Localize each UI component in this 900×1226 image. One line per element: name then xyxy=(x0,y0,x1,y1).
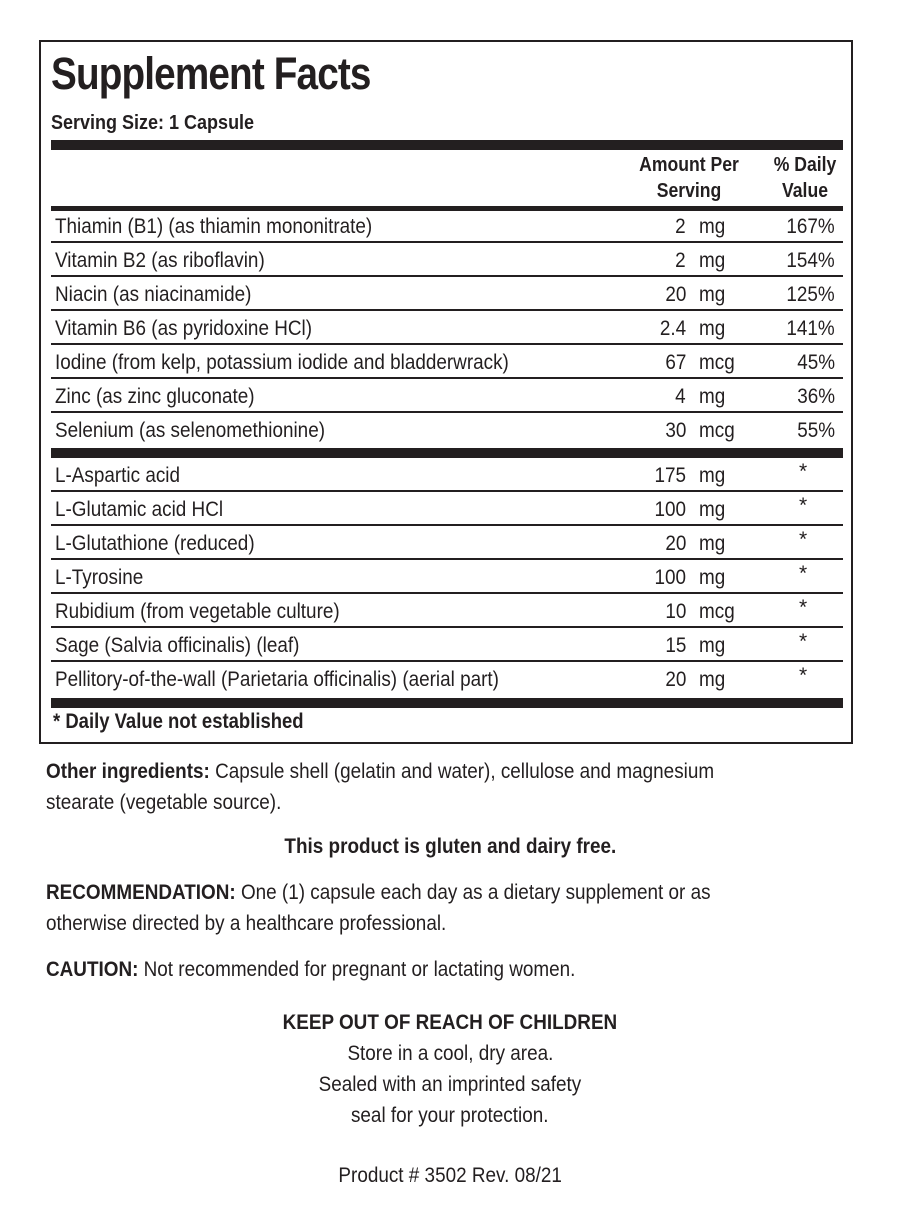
nutrient-unit: mcg xyxy=(699,600,735,623)
nutrient-daily-value: * xyxy=(799,494,808,517)
nutrient-name: Niacin (as niacinamide) xyxy=(55,283,252,306)
nutrient-row xyxy=(51,211,843,243)
row-divider xyxy=(51,241,843,243)
nutrient-name: Sage (Salvia officinalis) (leaf) xyxy=(55,634,300,657)
nutrient-unit: mcg xyxy=(699,419,735,442)
nutrient-row xyxy=(51,460,843,492)
nutrient-name: Vitamin B2 (as riboflavin) xyxy=(55,249,265,272)
row-divider xyxy=(51,411,843,413)
nutrient-amount: 2 xyxy=(675,249,686,272)
panel-title: Supplement Facts xyxy=(51,48,371,99)
recommendation: RECOMMENDATION: One (1) capsule each day as a dietary supplement or as otherwise directed by a healthcare professional. xyxy=(46,881,711,935)
product-code: Product # 3502 Rev. 08/21 xyxy=(338,1164,562,1187)
nutrient-daily-value: 154% xyxy=(786,249,835,272)
nutrient-name: L-Tyrosine xyxy=(55,566,144,589)
row-divider xyxy=(51,377,843,379)
nutrient-name: Iodine (from kelp, potassium iodide and bladderwrack) xyxy=(55,351,509,374)
supplement-facts-panel xyxy=(39,40,853,744)
nutrient-name: L-Aspartic acid xyxy=(55,464,181,487)
row-divider xyxy=(51,343,843,345)
keep-out-warning: KEEP OUT OF REACH OF CHILDREN xyxy=(282,1011,618,1034)
row-divider xyxy=(51,275,843,277)
row-divider xyxy=(51,309,843,311)
nutrient-amount: 20 xyxy=(664,668,686,691)
nutrient-unit: mg xyxy=(699,464,726,487)
nutrient-row xyxy=(51,313,843,345)
nutrient-unit: mg xyxy=(699,566,726,589)
nutrient-row xyxy=(51,562,843,594)
nutrient-unit: mg xyxy=(699,317,726,340)
nutrient-amount: 30 xyxy=(664,419,686,442)
serving-size: Serving Size: 1 Capsule xyxy=(51,112,255,134)
nutrient-unit: mg xyxy=(699,385,726,408)
gluten-dairy-free-statement: This product is gluten and dairy free. xyxy=(284,835,616,858)
nutrient-name: Vitamin B6 (as pyridoxine HCl) xyxy=(55,317,313,340)
nutrient-amount: 20 xyxy=(664,283,686,306)
nutrient-name: L-Glutathione (reduced) xyxy=(55,532,255,555)
nutrient-row xyxy=(51,381,843,413)
heavy-divider xyxy=(51,448,843,458)
row-divider xyxy=(51,626,843,628)
nutrient-daily-value: 45% xyxy=(797,351,835,374)
nutrient-amount: 4 xyxy=(675,385,686,408)
heavy-divider xyxy=(51,698,843,708)
nutrient-daily-value: 36% xyxy=(797,385,835,408)
row-divider xyxy=(51,490,843,492)
nutrient-unit: mg xyxy=(699,249,726,272)
nutrient-name: L-Glutamic acid HCl xyxy=(55,498,224,521)
nutrient-daily-value: * xyxy=(799,562,808,585)
nutrient-row xyxy=(51,494,843,526)
other-ingredients: Other ingredients: Capsule shell (gelatin and water), cellulose and magnesium stearate (vegetable source). xyxy=(46,760,715,814)
storage-line: Store in a cool, dry area. xyxy=(347,1042,553,1065)
row-divider xyxy=(51,558,843,560)
footnote: * Daily Value not established xyxy=(53,710,304,733)
nutrient-daily-value: 167% xyxy=(786,215,835,238)
caution-label: CAUTION: xyxy=(46,958,139,981)
nutrient-amount: 15 xyxy=(664,634,686,657)
nutrient-row xyxy=(51,245,843,277)
nutrient-amount: 100 xyxy=(654,566,686,589)
nutrient-row xyxy=(51,347,843,379)
nutrient-unit: mg xyxy=(699,215,726,238)
nutrient-amount: 175 xyxy=(654,464,686,487)
nutrient-daily-value: 55% xyxy=(797,419,835,442)
other-ingredients-label: Other ingredients: xyxy=(46,760,210,783)
nutrient-row xyxy=(51,415,843,447)
heavy-divider xyxy=(51,140,843,150)
recommendation-label: RECOMMENDATION: xyxy=(46,881,236,904)
nutrient-row xyxy=(51,528,843,560)
nutrient-unit: mg xyxy=(699,532,726,555)
nutrient-daily-value: * xyxy=(799,528,808,551)
nutrient-daily-value: * xyxy=(799,596,808,619)
nutrient-daily-value: * xyxy=(799,664,808,687)
nutrient-amount: 20 xyxy=(664,532,686,555)
nutrient-name: Rubidium (from vegetable culture) xyxy=(55,600,340,623)
nutrient-daily-value: * xyxy=(799,460,808,483)
column-header-daily-value: % Daily Value xyxy=(773,154,837,202)
nutrient-amount: 2.4 xyxy=(659,317,686,340)
nutrient-amount: 67 xyxy=(664,351,686,374)
nutrient-amount: 10 xyxy=(664,600,686,623)
nutrient-unit: mg xyxy=(699,283,726,306)
column-header-amount: Amount Per Serving xyxy=(639,154,739,202)
nutrient-unit: mg xyxy=(699,634,726,657)
nutrient-name: Thiamin (B1) (as thiamin mononitrate) xyxy=(55,215,373,238)
storage-line: seal for your protection. xyxy=(351,1104,549,1127)
nutrient-row xyxy=(51,596,843,628)
row-divider xyxy=(51,592,843,594)
nutrient-name: Selenium (as selenomethionine) xyxy=(55,419,325,442)
nutrient-unit: mcg xyxy=(699,351,735,374)
nutrient-daily-value: 141% xyxy=(786,317,835,340)
nutrient-daily-value: 125% xyxy=(786,283,835,306)
nutrient-amount: 2 xyxy=(675,215,686,238)
nutrient-name: Pellitory-of-the-wall (Parietaria officinalis) (aerial part) xyxy=(55,668,499,691)
nutrient-unit: mg xyxy=(699,498,726,521)
nutrient-unit: mg xyxy=(699,668,726,691)
storage-line: Sealed with an imprinted safety xyxy=(318,1073,582,1096)
nutrient-amount: 100 xyxy=(654,498,686,521)
nutrient-row xyxy=(51,664,843,696)
caution: CAUTION: Not recommended for pregnant or lactating women. xyxy=(46,958,576,981)
row-divider xyxy=(51,524,843,526)
nutrient-daily-value: * xyxy=(799,630,808,653)
nutrient-row xyxy=(51,630,843,662)
nutrient-name: Zinc (as zinc gluconate) xyxy=(55,385,255,408)
nutrient-row xyxy=(51,279,843,311)
row-divider xyxy=(51,660,843,662)
